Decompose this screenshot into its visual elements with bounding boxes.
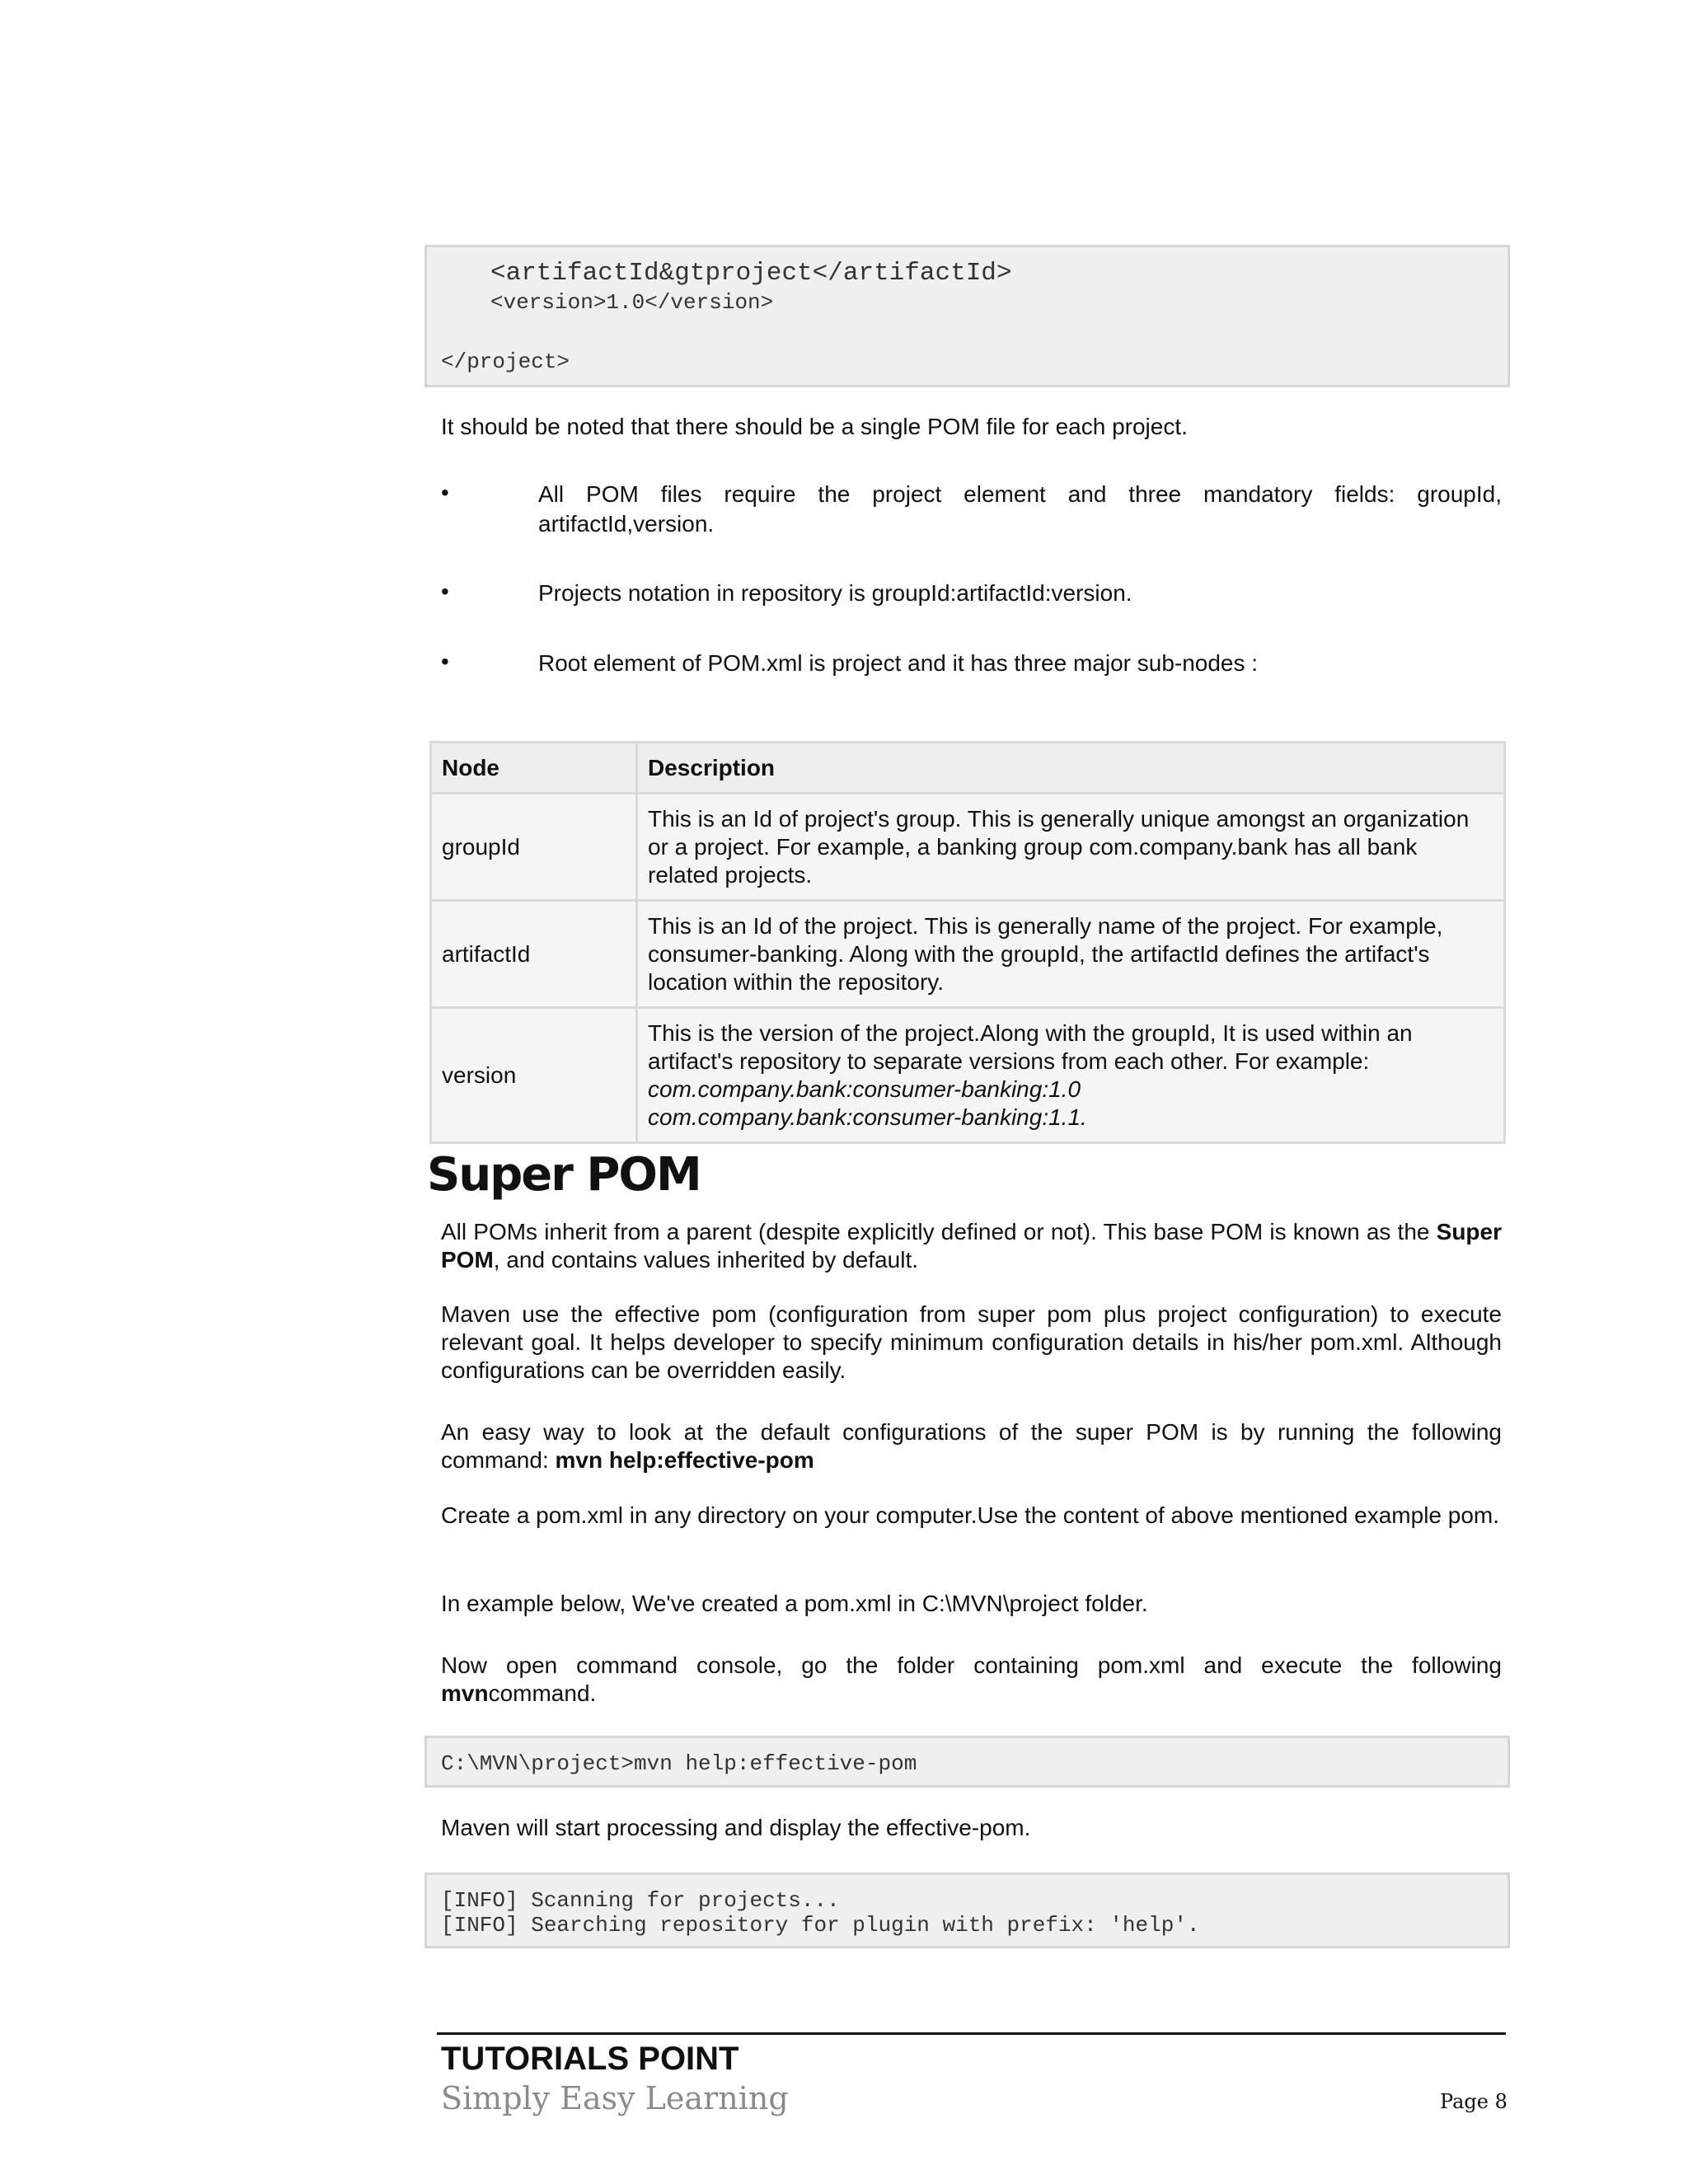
version-example-1: com.company.bank:consumer-banking:1.0 [648,1076,1081,1102]
paragraph-maven-processing: Maven will start processing and display the effective-pom. [441,1815,1031,1840]
table-cell-node: version [431,1008,637,1143]
table-row [431,794,1505,901]
paragraph-text: command. [488,1680,597,1706]
code-line-info-searching: [INFO] Searching repository for plugin with prefix: 'help'. [441,1913,1200,1938]
code-line-project-close: </project> [441,349,570,374]
version-description-text: This is the version of the project.Along with the groupId, It is used within an artifact's repository to separate versions from each other. For example: [648,1019,1413,1074]
paragraph-text: , and contains values inherited by default. [493,1247,919,1272]
table-cell-node: artifactId [431,901,637,1008]
bullet-item-1: All POM files require the project element and three mandatory fields: groupId, artifactId,version. [538,481,1502,537]
paragraph-example-location: In example below, We've created a pom.xml in C:\MVN\project folder. [441,1591,1148,1616]
paragraph-text: All POMs inherit from a parent (despite explicitly defined or not). This base POM is known as the [441,1219,1437,1244]
table-header-row [431,743,1505,794]
table-cell-description: This is an Id of project's group. This is generally unique amongst an organization or a project. For example, a banking group com.company.bank has all bank related projects. [637,794,1505,901]
footer-brand: TUTORIALS POINT [441,2041,739,2077]
bullet-item-2: Projects notation in repository is groupId:artifactId:version. [538,580,1132,606]
bullet-dot: • [441,579,449,604]
paragraph-text: An easy way to look at the default configurations of the super POM is by running the following command: [441,1419,1502,1473]
code-block-pom-tail [424,245,1510,387]
page-number: Page 8 [1440,2090,1507,2113]
paragraph-default-config [441,1418,1502,1474]
bullet-dot: • [441,649,449,674]
paragraph-bold-command: mvn help:effective-pom [555,1447,814,1473]
version-example-2: com.company.bank:consumer-banking:1.1. [648,1104,1087,1130]
intro-note: It should be noted that there should be a single POM file for each project. [441,414,1188,439]
section-title-super-pom: Super POM [427,1148,701,1202]
code-line-command: C:\MVN\project>mvn help:effective-pom [441,1751,917,1776]
table-header-node: Node [431,743,637,794]
bullet-item-3: Root element of POM.xml is project and it has three major sub-nodes : [538,650,1259,676]
bullet-dot: • [441,480,449,505]
code-line-info-scanning: [INFO] Scanning for projects... [441,1888,840,1913]
table-header-description: Description [637,743,1505,794]
paragraph-open-console [441,1652,1502,1708]
code-line-version: <version>1.0</version> [490,290,774,315]
table-cell-description [637,1008,1505,1143]
code-line-artifactid: <artifactId&gtproject</artifactId> [490,259,1012,288]
paragraph-text: Now open command console, go the folder containing pom.xml and execute the following [441,1652,1502,1678]
table-row [431,901,1505,1008]
footer-tagline: Simply Easy Learning [441,2080,789,2116]
table-row [431,1008,1505,1143]
code-block-output [424,1872,1510,1948]
paragraph-super-pom-intro [441,1218,1502,1274]
footer-divider [437,2032,1506,2035]
table-cell-description: This is an Id of the project. This is generally name of the project. For example, consumer-banking. Along with the groupId, the artifactId defines the artifact's location within the repository. [637,901,1505,1008]
paragraph-bold-text: Super POM [441,1219,1502,1272]
paragraph-bold-mvn: mvn [441,1680,489,1706]
paragraph-effective-pom: Maven use the effective pom (configuration from super pom plus project configuration) to execute relevant goal. It helps developer to specify minimum configuration details in his/her pom.xml. Although configurations can be overridden easily. [441,1301,1502,1383]
pom-nodes-table [429,741,1506,1144]
paragraph-create-pom: Create a pom.xml in any directory on your computer.Use the content of above mentioned example pom. [441,1502,1500,1528]
code-block-command [424,1736,1510,1788]
table-cell-node: groupId [431,794,637,901]
